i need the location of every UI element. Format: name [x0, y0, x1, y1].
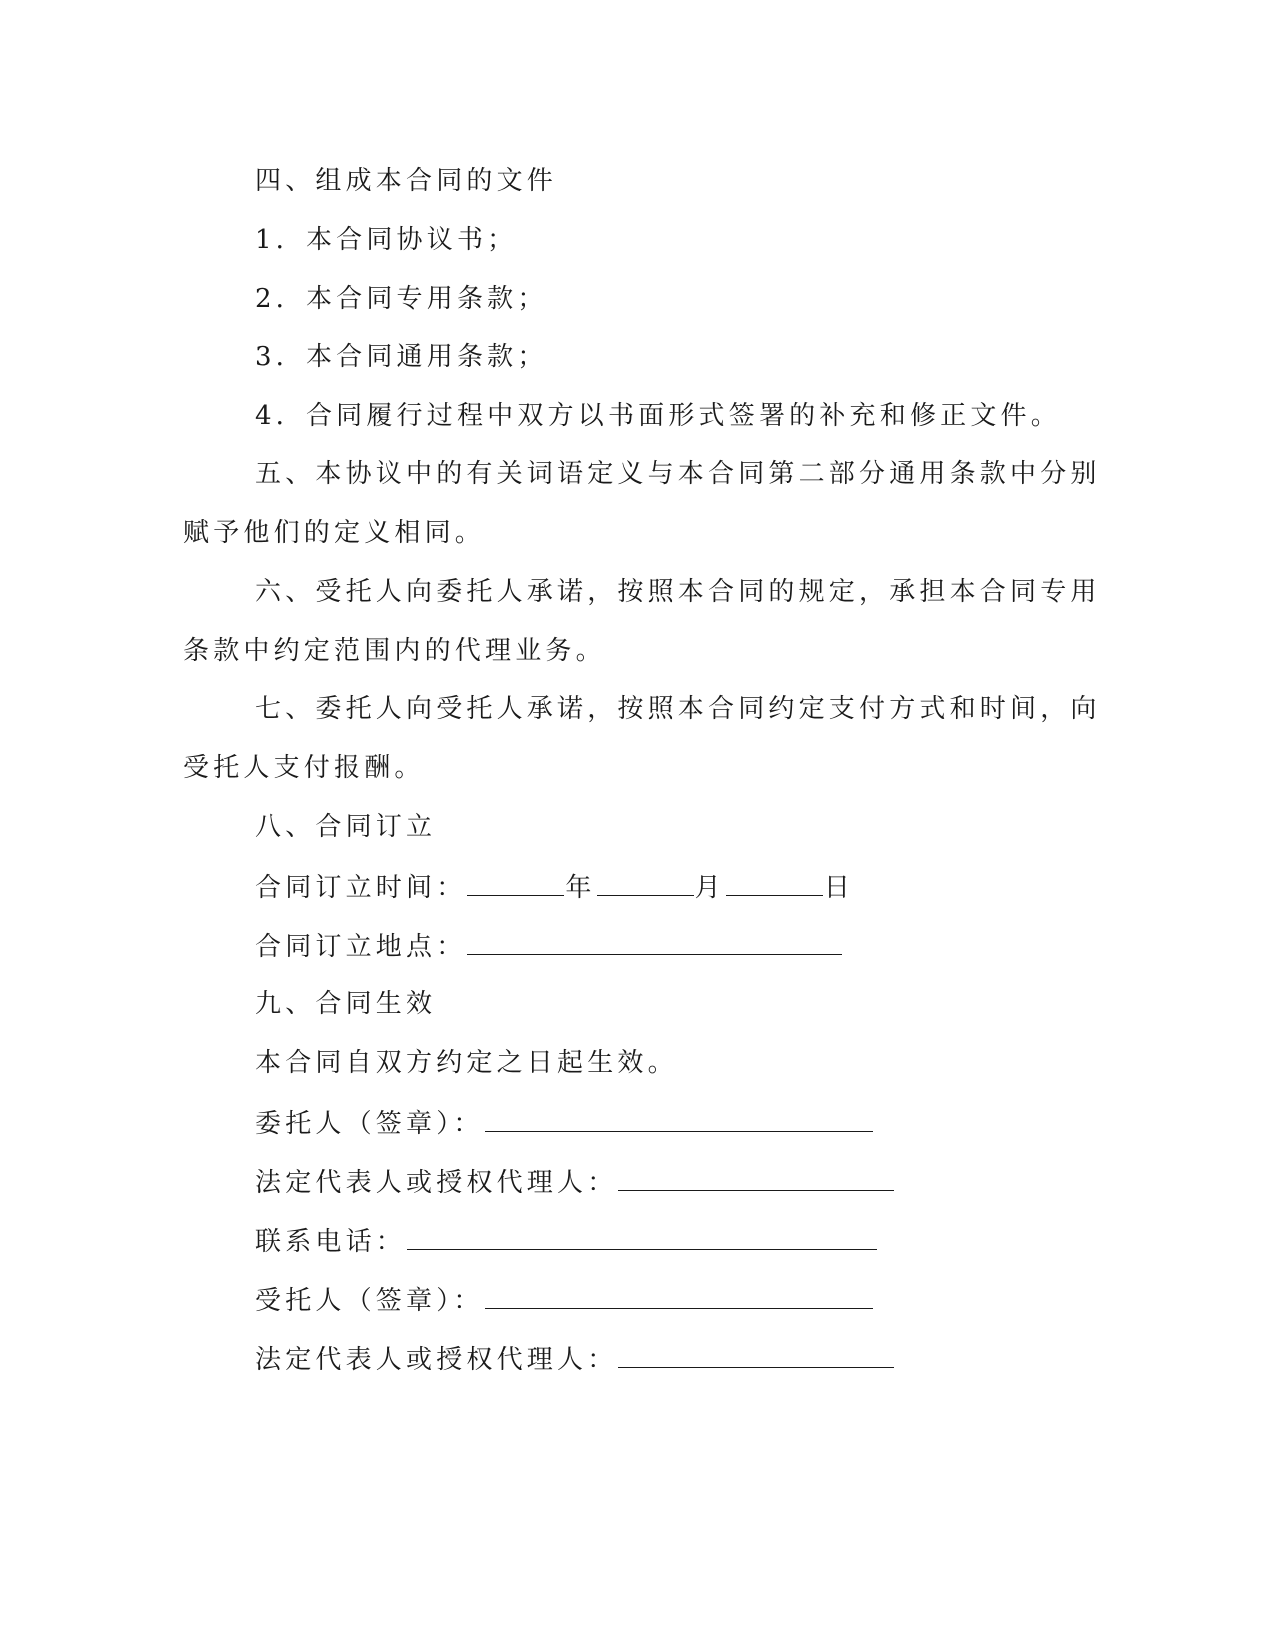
agent-rep-blank[interactable]: [618, 1343, 894, 1368]
agent-signature-label: 受托人（签章）：: [255, 1286, 484, 1316]
section-4-item-1: 1．本合同协议书；: [255, 225, 518, 255]
principal-rep-label: 法定代表人或授权代理人：: [255, 1168, 618, 1198]
section-5-line-1: 五、本协议中的有关词语定义与本合同第二部分通用条款中分别: [255, 459, 1101, 489]
agent-rep-row: [255, 1343, 895, 1375]
section-8-heading: 八、合同订立: [255, 812, 437, 842]
signing-place-label: 合同订立地点：: [255, 932, 467, 962]
section-7-line-2: 受托人支付报酬。: [183, 753, 425, 783]
day-label: 日: [823, 873, 855, 903]
principal-signature-row: [255, 1107, 874, 1139]
phone-blank[interactable]: [407, 1225, 877, 1250]
section-9-text: 本合同自双方约定之日起生效。: [255, 1048, 678, 1078]
principal-rep-row: [255, 1166, 895, 1198]
signing-time-row: [255, 871, 854, 903]
section-6-line-2: 条款中约定范围内的代理业务。: [183, 636, 606, 666]
section-6-line-1: 六、受托人向委托人承诺，按照本合同的规定，承担本合同专用: [255, 577, 1101, 607]
month-label: 月: [694, 873, 725, 903]
section-4-item-2: 2．本合同专用条款；: [255, 284, 548, 314]
phone-row: [255, 1225, 878, 1257]
phone-label: 联系电话：: [255, 1227, 407, 1257]
signing-month-blank[interactable]: [597, 871, 694, 896]
principal-signature-label: 委托人（签章）：: [255, 1109, 484, 1139]
signing-place-blank[interactable]: [467, 930, 842, 955]
section-4-item-3: 3．本合同通用条款；: [255, 342, 548, 372]
section-5-line-2: 赋予他们的定义相同。: [183, 518, 486, 548]
agent-signature-row: [255, 1284, 874, 1316]
signing-day-blank[interactable]: [726, 871, 823, 896]
section-9-heading: 九、合同生效: [255, 989, 437, 1019]
section-4-item-4: 4．合同履行过程中双方以书面形式签署的补充和修正文件。: [255, 401, 1061, 431]
year-label: 年: [565, 873, 596, 903]
agent-signature-blank[interactable]: [485, 1284, 873, 1309]
principal-rep-blank[interactable]: [618, 1166, 894, 1191]
section-4-heading: 四、组成本合同的文件: [255, 166, 558, 196]
section-7-line-1: 七、委托人向受托人承诺，按照本合同约定支付方式和时间，向: [255, 694, 1101, 724]
signing-place-row: [255, 930, 843, 962]
signing-time-label: 合同订立时间：: [255, 873, 467, 903]
signing-year-blank[interactable]: [467, 871, 564, 896]
principal-signature-blank[interactable]: [485, 1107, 873, 1132]
agent-rep-label: 法定代表人或授权代理人：: [255, 1345, 618, 1375]
